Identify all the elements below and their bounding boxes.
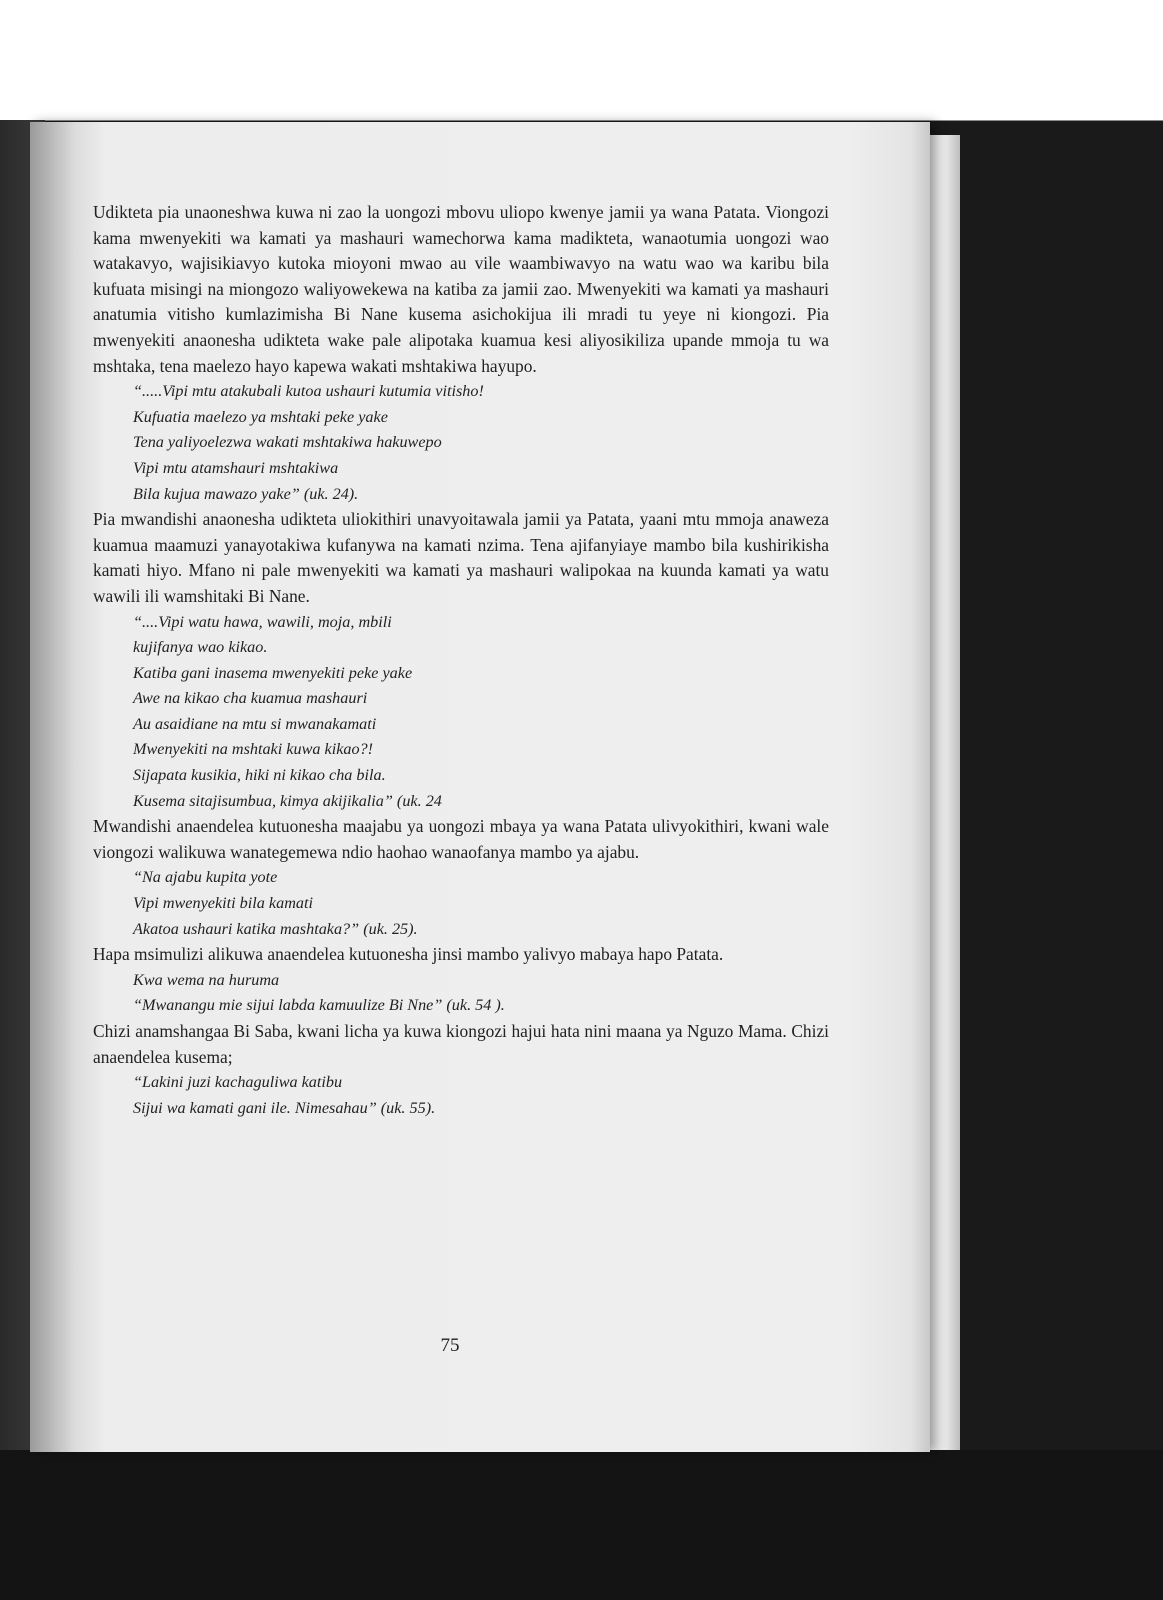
page-text (93, 200, 829, 1121)
body-paragraph: Mwandishi anaendelea kutuonesha maajabu ya uongozi mbaya ya wana Patata ulivyokithiri, kwani wale viongozi walikuwa wanategemewa ndio haohao wanaofanya mambo ya ajabu. (93, 816, 829, 862)
verse-line: kujifanya wao kikao. (133, 638, 268, 657)
verse-quotation (133, 1070, 829, 1121)
verse-line: Kwa wema na huruma (133, 970, 280, 989)
verse-line: Sijui wa kamati gani ile. Nimesahau” (uk. 55). (133, 1098, 436, 1117)
verse-line: Akatoa ushauri katika mashtaka?” (uk. 25). (133, 919, 418, 938)
page-number: 75 (440, 1335, 460, 1356)
verse-line: Tena yaliyoelezwa wakati mshtakiwa hakuwepo (133, 433, 442, 452)
body-paragraph: Hapa msimulizi alikuwa anaendelea kutuonesha jinsi mambo yalivyo mabaya hapo Patata. (93, 944, 724, 965)
verse-quotation (133, 610, 829, 815)
verse-line: Au asaidiane na mtu si mwanakamati (133, 714, 377, 733)
verse-line: Bila kujua mawazo yake” (uk. 24). (133, 484, 359, 503)
verse-line: “Mwanangu mie sijui labda kamuulize Bi Nne” (uk. 54 ). (133, 996, 505, 1015)
scanner-bottom-shadow (0, 1450, 1163, 1600)
verse-line: “Lakini juzi kachaguliwa katibu (133, 1073, 343, 1092)
verse-line: “Na ajabu kupita yote (133, 868, 278, 887)
verse-quotation (133, 865, 829, 942)
verse-line: Vipi mwenyekiti bila kamati (133, 894, 313, 913)
verse-line: Awe na kikao cha kuamua mashauri (133, 689, 368, 708)
verse-line: Vipi mtu atamshauri mshtakiwa (133, 458, 339, 477)
verse-line: “....Vipi watu hawa, wawili, moja, mbili (133, 612, 392, 631)
verse-line: Kusema sitajisumbua, kimya akijikalia” (uk. 24 (133, 791, 442, 810)
verse-quotation (133, 968, 829, 1019)
verse-line: “.....Vipi mtu atakubali kutoa ushauri kutumia vitisho! (133, 382, 484, 401)
verse-line: Sijapata kusikia, hiki ni kikao cha bila. (133, 766, 386, 785)
verse-line: Mwenyekiti na mshtaki kuwa kikao?! (133, 740, 374, 759)
verse-line: Kufuatia maelezo ya mshtaki peke yake (133, 407, 388, 426)
verse-quotation (133, 379, 829, 507)
verse-line: Katiba gani inasema mwenyekiti peke yake (133, 663, 413, 682)
body-paragraph: Pia mwandishi anaonesha udikteta uliokithiri unavyoitawala jamii ya Patata, yaani mtu mmoja anaweza kuamua maamuzi yanayotakiwa kufanywa na kamati nzima. Tena ajifanyiaye mambo bila kushirikisha kamati hiyo. Mfano ni pale mwenyekiti wa kamati ya mashauri walipokaa na kuunda kamati ya watu wawili ili wamshitaki Bi Nane. (93, 509, 829, 606)
body-paragraph: Chizi anamshangaa Bi Saba, kwani licha ya kuwa kiongozi hajui hata nini maana ya Nguzo Mama. Chizi anaendelea kusema; (93, 1021, 829, 1067)
body-paragraph: Udikteta pia unaoneshwa kuwa ni zao la uongozi mbovu uliopo kwenye jamii ya wana Patata. Viongozi kama mwenyekiti wa kamati ya mashauri wamechorwa kama madikteta, wanaotumia uongozi wao watakavyo, wajisikiavyo kutoka mioyoni mwao au vile waambiwavyo na watu wao wa karibu bila kufuata misingi na miongozo waliyowekewa na katiba za jamii zao. Mwenyekiti wa kamati ya mashauri anatumia vitisho kumlazimisha Bi Nane kusema asichokijua ili mradi tu yeye ni kiongozi. Pia mwenyekiti anaonesha udikteta wake pale alipotaka kuamua kesi aliyosikiliza upande mmoja tu wa mshtaka, tena maelezo hayo kapewa wakati mshtakiwa hayupo. (93, 202, 829, 376)
